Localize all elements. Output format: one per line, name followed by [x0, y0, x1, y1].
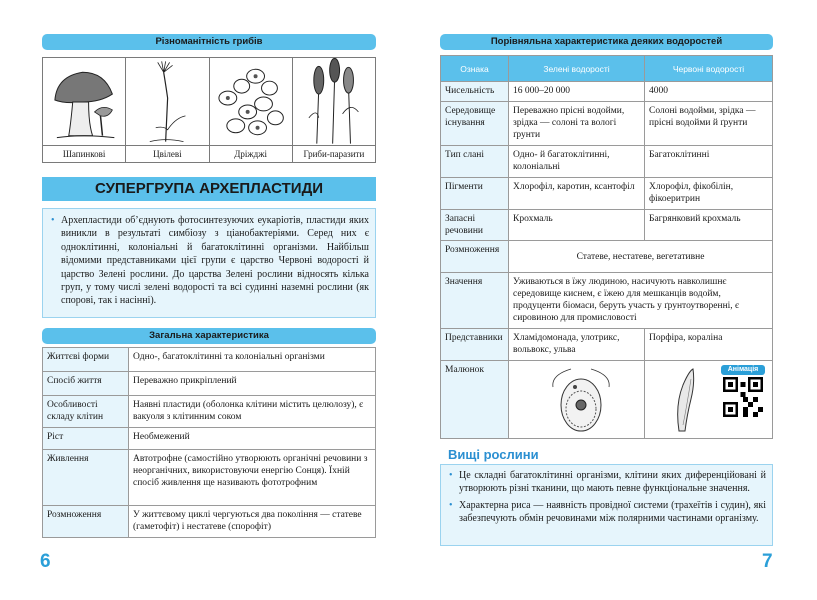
green-value: Хламідомонада, улотрикс, вольвокс, ульва	[509, 329, 645, 361]
fungi-illustration-row	[42, 57, 376, 163]
algae-comparison-header: Порівняльна характеристика деяких водоростей	[440, 34, 773, 50]
row-label: Розмноження	[441, 241, 509, 273]
table-row	[43, 506, 376, 538]
row-label: Тип слані	[441, 146, 509, 178]
fungi-cap-mushroom	[43, 58, 126, 162]
fungi-mold	[126, 58, 209, 162]
page-number-left: 6	[40, 551, 51, 572]
table-header-row	[441, 56, 773, 82]
row-value: У життєвому циклі чергуються два покоління — статеве (гаметофіт) і нестатеве (спорофіт)	[129, 506, 376, 538]
row-label: Життєві форми	[43, 348, 129, 372]
green-value: 16 000–20 000	[509, 82, 645, 102]
row-label: Малюнок	[441, 361, 509, 439]
row-label: Живлення	[43, 450, 129, 506]
table-row	[441, 361, 773, 439]
row-label: Спосіб життя	[43, 372, 129, 396]
green-value: Одно- й багатоклітинні, колоніальні	[509, 146, 645, 178]
row-value: Одно-, багатоклітинні та колоніальні організми	[129, 348, 376, 372]
general-characteristics-header: Загальна характеристика	[42, 328, 376, 344]
fungi-caption: Дріжджі	[210, 145, 292, 162]
table-row	[43, 450, 376, 506]
section-banner: СУПЕРГРУПА АРХЕПЛАСТИДИ	[42, 177, 376, 201]
fungi-parasitic	[293, 58, 375, 162]
red-value: Хлорофіл, фікобілін, фікоеритрин	[645, 178, 773, 210]
higher-plants-heading: Вищі рослини	[448, 447, 539, 462]
row-label: Представники	[441, 329, 509, 361]
shared-value: Статеве, нестатеве, вегетативне	[509, 241, 773, 273]
row-label: Пігменти	[441, 178, 509, 210]
higher-plants-point: • Характерна риса — наявність провідної системи (трахеїтів і судин), які забезпечують обмін речовинами між полярними частинами організму.	[447, 499, 766, 526]
table-row	[441, 102, 773, 146]
row-label: Чисельність	[441, 82, 509, 102]
red-value: 4000	[645, 82, 773, 102]
row-label: Особливості складу клітин	[43, 396, 129, 428]
intro-box	[42, 208, 376, 318]
row-value: Переважно прикріплений	[129, 372, 376, 396]
row-label: Середовище існування	[441, 102, 509, 146]
chlamydomonas-icon	[541, 365, 621, 435]
fungi-diversity-header: Різноманітність грибів	[42, 34, 376, 50]
fungi-caption: Гриби-паразити	[293, 145, 375, 162]
row-label: Розмноження	[43, 506, 129, 538]
red-value: Порфіра, кораліна	[645, 329, 773, 361]
table-row	[43, 396, 376, 428]
mold-icon	[126, 58, 208, 146]
table-row	[441, 241, 773, 273]
yeast-icon	[210, 58, 292, 146]
row-value: Наявні пластиди (оболонка клітини містить целюлозу), є вакуоля з клітинним соком	[129, 396, 376, 428]
fungi-caption: Цвілеві	[126, 145, 208, 162]
row-label: Запасні речовини	[441, 210, 509, 241]
table-row	[43, 372, 376, 396]
row-value: Необмежений	[129, 428, 376, 450]
green-value: Хлорофіл, каротин, ксантофіл	[509, 178, 645, 210]
red-value: Багрянковий крохмаль	[645, 210, 773, 241]
table-row	[441, 273, 773, 329]
page-number-right: 7	[762, 551, 773, 572]
table-row	[43, 348, 376, 372]
higher-plants-box	[440, 464, 773, 546]
fungi-yeast	[210, 58, 293, 162]
fungi-caption: Шапинкові	[43, 145, 125, 162]
porphyra-icon	[665, 365, 705, 435]
col-header-sign: Ознака	[441, 56, 509, 82]
higher-plants-point: • Це складні багатоклітинні організми, клітини яких диференційовані й утворюють різні тканини, що мають певне функціональне значення.	[447, 469, 766, 496]
general-characteristics-table	[42, 347, 376, 538]
col-header-green: Зелені водорості	[509, 56, 645, 82]
row-label: Ріст	[43, 428, 129, 450]
animation-qr[interactable]	[721, 365, 765, 421]
table-row	[441, 82, 773, 102]
red-algae-picture	[645, 361, 773, 439]
qr-code-icon	[723, 377, 763, 417]
intro-text: • Архепластиди об’єднують фотосинтезуючих еукаріотів, пластиди яких виникли в результаті симбіозу з ціанобактеріями. Серед них є одноклітинні, колоніальні й багатоклітинні організми. Найбільш відомими представниками цієї групи є царство Червоні водорості й царство Зелені рослини. До царства Зелені рослини відносять кілька груп, у тому числі зелені водорості та всі судинні наземні рослини (як спорові, так і насінні).	[49, 214, 369, 308]
table-row	[441, 329, 773, 361]
green-algae-picture	[509, 361, 645, 439]
green-value: Крохмаль	[509, 210, 645, 241]
row-label: Значення	[441, 273, 509, 329]
grain-ear-icon	[293, 58, 375, 146]
table-row	[441, 210, 773, 241]
table-row	[441, 146, 773, 178]
green-value: Переважно прісні водойми, зрідка — солоні та вологі ґрунти	[509, 102, 645, 146]
mushroom-icon	[43, 58, 125, 146]
row-value: Автотрофне (самостійно утворюють органічні речовини з неорганічних, використовуючи енергію Сонця). Їхній спосіб живлення ще називають фототрофним	[129, 450, 376, 506]
shared-value: Уживаються в їжу людиною, насичують навколишнє середовище киснем, є їжею для мешканців водойм, продуценти біомаси, беруть участь у ґрунтоутворенні, є сировиною для промисловості	[509, 273, 773, 329]
red-value: Багатоклітинні	[645, 146, 773, 178]
col-header-red: Червоні водорості	[645, 56, 773, 82]
table-row	[43, 428, 376, 450]
table-row	[441, 178, 773, 210]
animation-label: Анімація	[721, 365, 765, 375]
red-value: Солоні водойми, зрідка — прісні водойми й ґрунти	[645, 102, 773, 146]
algae-comparison-table	[440, 55, 773, 439]
